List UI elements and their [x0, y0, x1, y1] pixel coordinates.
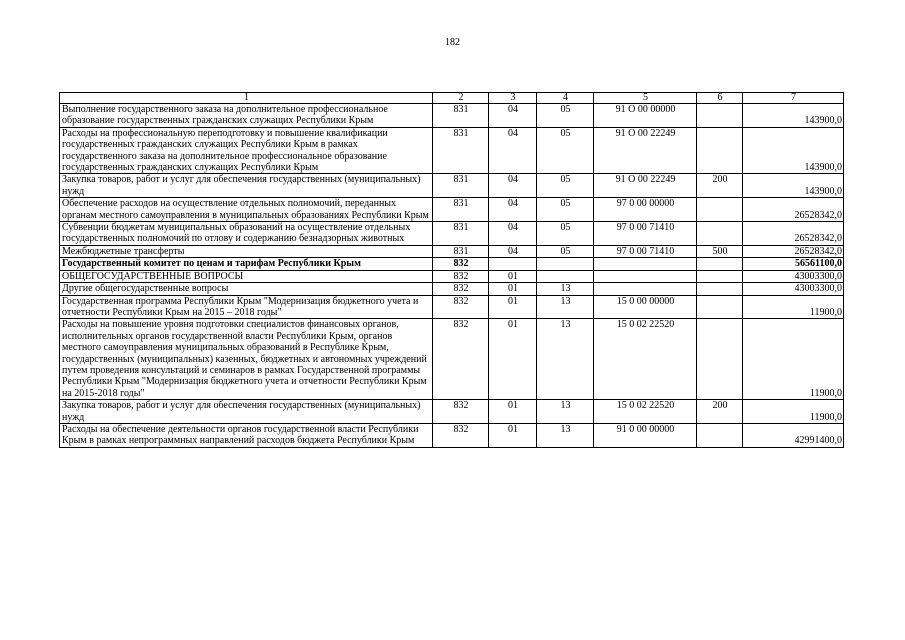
row-name-cell: Субвенции бюджетам муниципальных образований на осуществление отдельных государственных полномочий по отлову и содержанию безнадзорных животных: [60, 222, 433, 246]
row-expense-type-cell: 500: [697, 245, 743, 257]
row-expense-type-cell: [697, 295, 743, 319]
budget-table: [59, 92, 844, 448]
row-section-cell: 01: [489, 400, 537, 424]
row-target-code-cell: 97 0 00 71410: [594, 245, 697, 257]
row-amount-cell: 43003300,0: [743, 283, 844, 295]
row-ministry-cell: 831: [433, 198, 489, 222]
row-subsection-cell: 13: [537, 295, 594, 319]
row-subsection-cell: 13: [537, 283, 594, 295]
row-name-cell: Государственный комитет по ценам и тарифам Республики Крым: [60, 258, 433, 270]
row-expense-type-cell: [697, 423, 743, 447]
row-amount-cell: 26528342,0: [743, 198, 844, 222]
row-ministry-cell: 832: [433, 400, 489, 424]
row-section-cell: 04: [489, 245, 537, 257]
row-expense-type-cell: [697, 258, 743, 270]
row-section-cell: 01: [489, 283, 537, 295]
row-name-cell: Расходы на повышение уровня подготовки специалистов финансовых органов, исполнительных органов государственной власти Республики Крым, органов местного самоуправления муниципальных образований в Республике Крым, государственных (муниципальных) казенных, бюджетных и автономных учреждений путем проведения консультаций и семинаров в рамках Государственной программы Республики Крым "Модернизация бюджетного учета и отчетности Республики Крым на 2015-2018 годы": [60, 319, 433, 400]
row-expense-type-cell: [697, 104, 743, 128]
table-row: [60, 258, 844, 270]
row-amount-cell: 26528342,0: [743, 245, 844, 257]
row-ministry-cell: 832: [433, 319, 489, 400]
column-header: 4: [537, 93, 594, 104]
row-expense-type-cell: 200: [697, 400, 743, 424]
row-section-cell: 01: [489, 423, 537, 447]
row-subsection-cell: [537, 258, 594, 270]
row-ministry-cell: 831: [433, 245, 489, 257]
table-row: [60, 245, 844, 257]
row-ministry-cell: 831: [433, 222, 489, 246]
row-target-code-cell: 91 О 00 00000: [594, 104, 697, 128]
row-subsection-cell: 05: [537, 127, 594, 174]
row-target-code-cell: 15 0 02 22520: [594, 400, 697, 424]
row-ministry-cell: 831: [433, 104, 489, 128]
row-expense-type-cell: [697, 127, 743, 174]
row-target-code-cell: [594, 283, 697, 295]
column-header: 2: [433, 93, 489, 104]
row-name-cell: Межбюджетные трансферты: [60, 245, 433, 257]
row-subsection-cell: 05: [537, 198, 594, 222]
row-expense-type-cell: 200: [697, 174, 743, 198]
page-number: 182: [445, 37, 460, 48]
row-amount-cell: 26528342,0: [743, 222, 844, 246]
table-row: [60, 423, 844, 447]
row-ministry-cell: 832: [433, 295, 489, 319]
table-row: [60, 295, 844, 319]
row-section-cell: [489, 258, 537, 270]
row-amount-cell: 143900,0: [743, 104, 844, 128]
table-row: [60, 174, 844, 198]
row-subsection-cell: 05: [537, 222, 594, 246]
table-row: [60, 319, 844, 400]
row-name-cell: ОБЩЕГОСУДАРСТВЕННЫЕ ВОПРОСЫ: [60, 270, 433, 282]
row-amount-cell: 11900,0: [743, 295, 844, 319]
row-expense-type-cell: [697, 283, 743, 295]
column-header: 5: [594, 93, 697, 104]
row-section-cell: 04: [489, 127, 537, 174]
row-subsection-cell: 13: [537, 400, 594, 424]
table-header-row: [60, 93, 844, 104]
row-subsection-cell: [537, 270, 594, 282]
row-target-code-cell: 15 0 02 22520: [594, 319, 697, 400]
row-ministry-cell: 832: [433, 423, 489, 447]
row-ministry-cell: 832: [433, 258, 489, 270]
row-amount-cell: 43003300,0: [743, 270, 844, 282]
row-name-cell: Другие общегосударственные вопросы: [60, 283, 433, 295]
row-amount-cell: 143900,0: [743, 174, 844, 198]
table-row: [60, 270, 844, 282]
row-section-cell: 04: [489, 222, 537, 246]
row-name-cell: Закупка товаров, работ и услуг для обеспечения государственных (муниципальных) нужд: [60, 174, 433, 198]
row-ministry-cell: 831: [433, 127, 489, 174]
column-header: 1: [60, 93, 433, 104]
row-name-cell: Государственная программа Республики Крым "Модернизация бюджетного учета и отчетности Республики Крым на 2015 – 2018 годы": [60, 295, 433, 319]
row-expense-type-cell: [697, 319, 743, 400]
row-name-cell: Обеспечение расходов на осуществление отдельных полномочий, переданных органам местного самоуправления в муниципальных образованиях Республики Крым: [60, 198, 433, 222]
row-section-cell: 04: [489, 198, 537, 222]
row-amount-cell: 11900,0: [743, 400, 844, 424]
row-section-cell: 01: [489, 319, 537, 400]
table-row: [60, 283, 844, 295]
row-target-code-cell: [594, 270, 697, 282]
row-name-cell: Выполнение государственного заказа на дополнительное профессиональное образование государственных гражданских служащих Республики Крым: [60, 104, 433, 128]
row-amount-cell: 56561100,0: [743, 258, 844, 270]
row-expense-type-cell: [697, 198, 743, 222]
row-section-cell: 01: [489, 270, 537, 282]
row-section-cell: 04: [489, 174, 537, 198]
row-target-code-cell: 91 О 00 22249: [594, 127, 697, 174]
table-row: [60, 222, 844, 246]
table-row: [60, 127, 844, 174]
row-target-code-cell: 97 0 00 71410: [594, 222, 697, 246]
row-ministry-cell: 832: [433, 283, 489, 295]
row-ministry-cell: 831: [433, 174, 489, 198]
column-header: 6: [697, 93, 743, 104]
row-subsection-cell: 05: [537, 174, 594, 198]
row-subsection-cell: 05: [537, 245, 594, 257]
column-header: 3: [489, 93, 537, 104]
row-amount-cell: 143900,0: [743, 127, 844, 174]
row-expense-type-cell: [697, 222, 743, 246]
row-amount-cell: 11900,0: [743, 319, 844, 400]
row-subsection-cell: 13: [537, 423, 594, 447]
row-amount-cell: 42991400,0: [743, 423, 844, 447]
row-subsection-cell: 13: [537, 319, 594, 400]
table-row: [60, 104, 844, 128]
row-target-code-cell: 91 О 00 22249: [594, 174, 697, 198]
row-expense-type-cell: [697, 270, 743, 282]
row-ministry-cell: 832: [433, 270, 489, 282]
column-header: 7: [743, 93, 844, 104]
row-target-code-cell: [594, 258, 697, 270]
row-name-cell: Расходы на обеспечение деятельности органов государственной власти Республики Крым в рамках непрограммных направлений расходов бюджета Республики Крым: [60, 423, 433, 447]
row-section-cell: 04: [489, 104, 537, 128]
row-target-code-cell: 97 0 00 00000: [594, 198, 697, 222]
row-section-cell: 01: [489, 295, 537, 319]
row-name-cell: Расходы на профессиональную переподготовку и повышение квалификации государственных гражданских служащих Республики Крым в рамках государственного заказа на дополнительное профессиональное образование государственных гражданских служащих Республики Крым: [60, 127, 433, 174]
row-target-code-cell: 91 0 00 00000: [594, 423, 697, 447]
table-row: [60, 198, 844, 222]
row-subsection-cell: 05: [537, 104, 594, 128]
row-target-code-cell: 15 0 00 00000: [594, 295, 697, 319]
row-name-cell: Закупка товаров, работ и услуг для обеспечения государственных (муниципальных) нужд: [60, 400, 433, 424]
table-row: [60, 400, 844, 424]
